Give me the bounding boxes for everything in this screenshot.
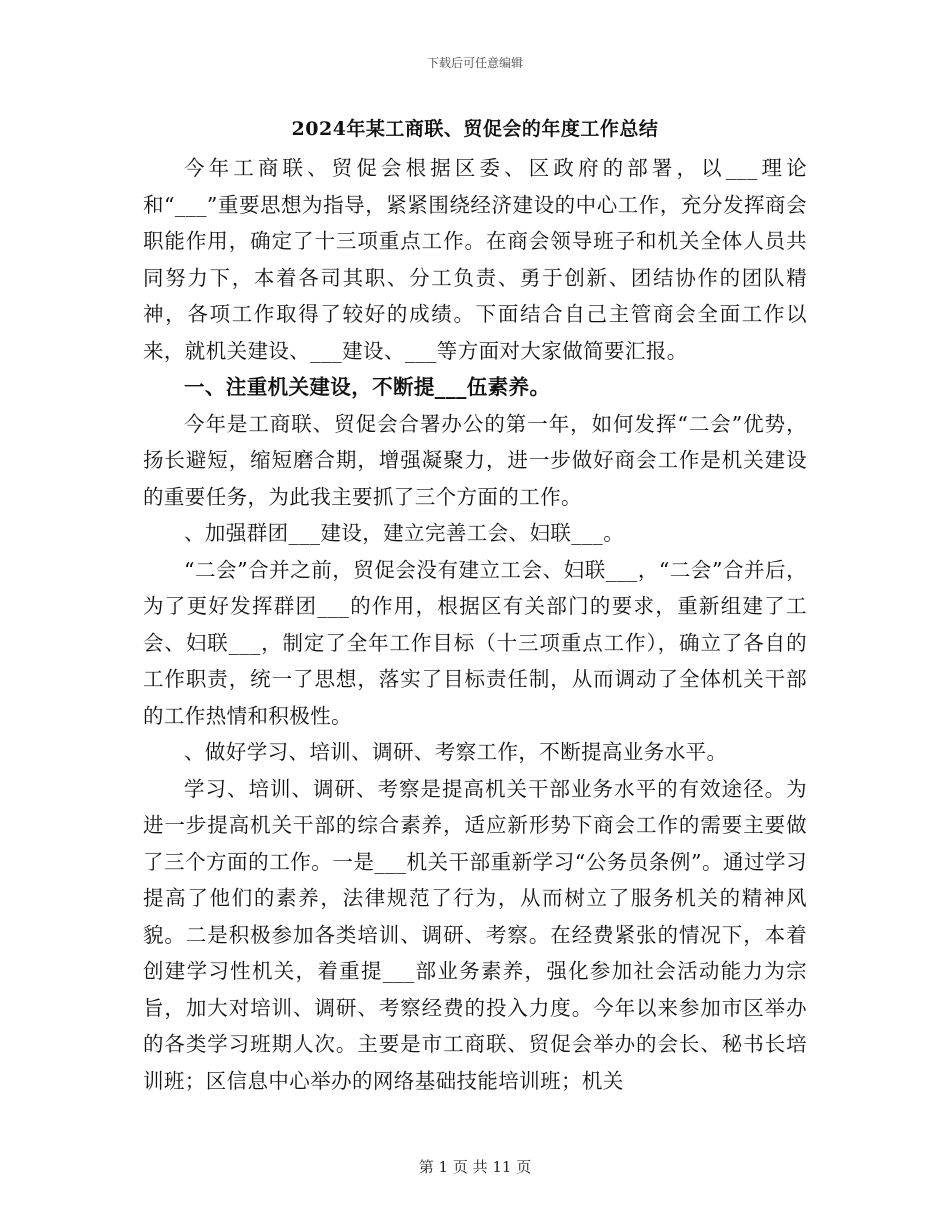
section-heading-1: 一、注重机关建设，不断提___伍素养。	[184, 375, 551, 399]
page-number: 第 1 页 共 11 页	[418, 1158, 532, 1176]
document-title: 2024年某工商联、贸促会的年度工作总结	[291, 118, 659, 140]
paragraph-training: 学习、培训、调研、考察是提高机关干部业务水平的有效途径。为进一步提高机关干部的综合素养，适应新形势下商会工作的需要主要做了三个方面的工作。一是___机关干部重新学习“公务员条例”。通过学习提高了他们的素养，法律规范了行为，从而树立了服务机关的精神风貌。二是积极参加各类培训、调研、考察。在经费紧张的情况下，本着创建学习性机关，着重提___部业务素养，强化参加社会活动能力为宗旨，加大对培训、调研、考察经费的投入力度。今年以来参加市区举办的各类学习班期人次。主要是市工商联、贸促会举办的会长、秘书长培训班；区信息中心举办的网络基础技能培训班；机关	[143, 776, 807, 1093]
paragraph-intro: 今年工商联、贸促会根据区委、区政府的部署，以___理论和“___”重要思想为指导，紧紧围绕经济建设的中心工作，充分发挥商会职能作用，确定了十三项重点工作。在商会领导班子和机关全体人员共同努力下，本着各司其职、分工负责、勇于创新、团结协作的团队精神，各项工作取得了较好的成绩。下面结合自己主管商会全面工作以来，就机关建设、___建设、___等方面对大家做简要汇报。	[143, 156, 807, 363]
document-body	[143, 150, 807, 1099]
header-note: 下载后可任意编辑	[426, 56, 523, 70]
paragraph-section-1: 今年是工商联、贸促会合署办公的第一年，如何发挥“二会”优势，扬长避短，缩短磨合期，增强凝聚力，进一步做好商会工作是机关建设的重要任务，为此我主要抓了三个方面的工作。	[143, 411, 807, 509]
paragraph-group-building: “二会”合并之前，贸促会没有建立工会、妇联___，“二会”合并后，为了更好发挥群团___的作用，根据区有关部门的要求，重新组建了工会、妇联___，制定了全年工作目标（十三项重点工作），确立了各自的工作职责，统一了思想，落实了目标责任制，从而调动了全体机关干部的工作热情和积极性。	[143, 557, 807, 728]
subheading-group-building: 、加强群团___建设，建立完善工会、妇联___。	[184, 521, 625, 545]
subheading-training: 、做好学习、培训、调研、考察工作，不断提高业务水平。	[184, 740, 728, 764]
